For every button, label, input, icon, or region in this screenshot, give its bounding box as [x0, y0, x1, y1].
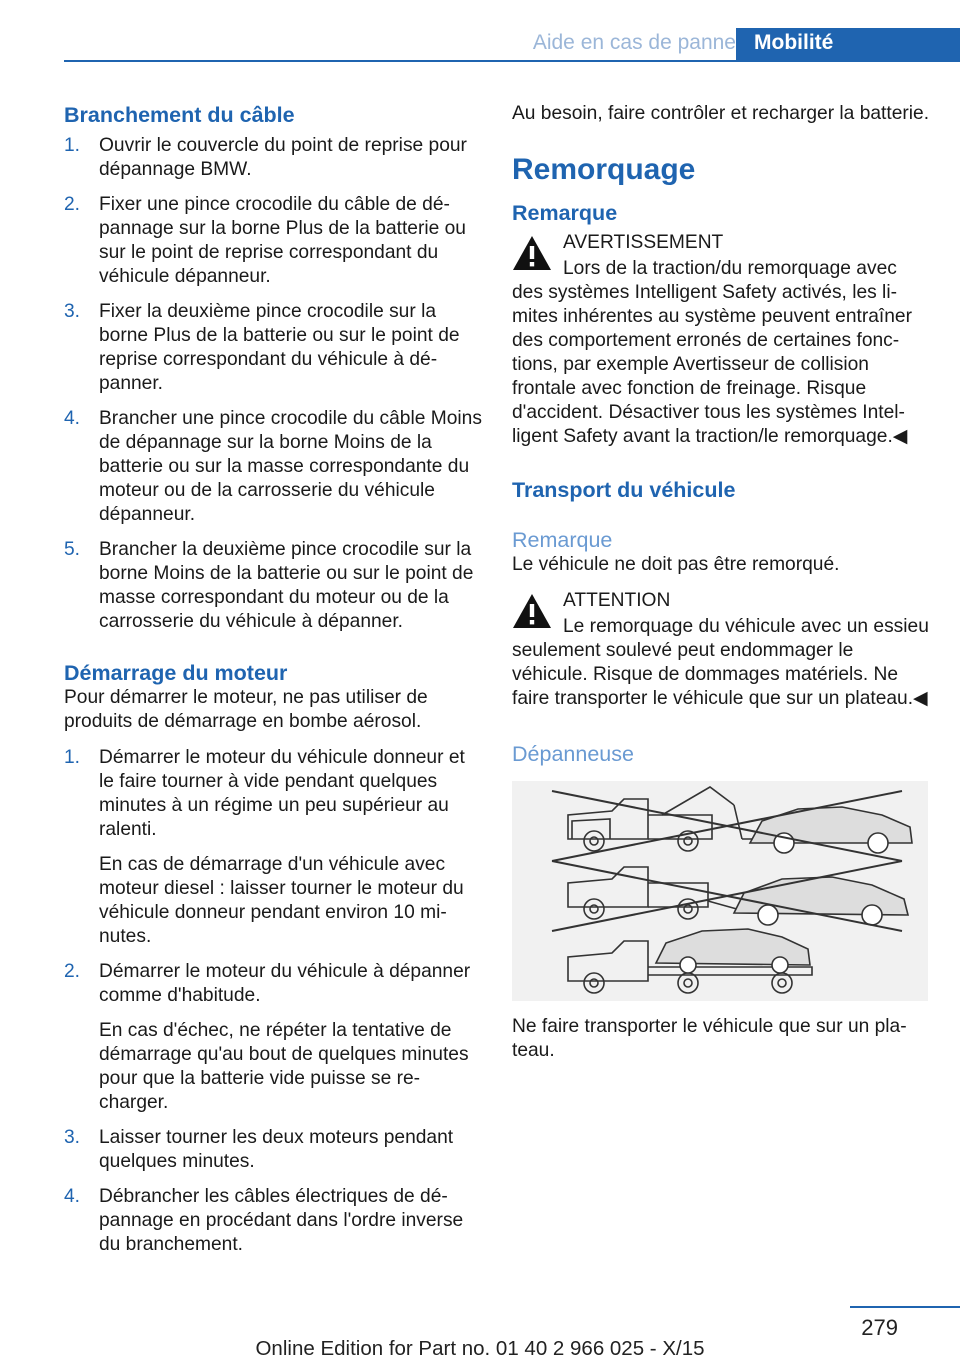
start-steps-list [64, 746, 482, 1257]
list-item: 5. Brancher la deuxième pince crocodile sur la borne Moins de la batterie ou sur le point de masse correspondant du moteur ou de la carrosserie du véhicule à dépanner. [64, 539, 474, 632]
right-column [512, 102, 932, 1063]
tow-truck-drawing [512, 781, 928, 1001]
transport-text: Le véhicule ne doit pas être remorqué. [512, 554, 840, 575]
edition-footer: Online Edition for Part no. 01 40 2 966 025 - X/15 [255, 1337, 705, 1360]
left-column [64, 102, 482, 1257]
attention-block [512, 589, 932, 711]
transport-heading: Transport du véhicule [512, 478, 736, 502]
warning-triangle-icon [512, 593, 552, 629]
list-item: 3. Fixer la deuxième pince crocodile sur la borne Plus de la batterie ou sur le point de reprise correspondant du véhicule à dépanner. [64, 301, 460, 394]
engine-start-intro: Pour démarrer le moteur, ne pas utiliser de produits de démarrage en bombe aérosol. [64, 687, 428, 732]
battery-intro: Au besoin, faire contrôler et recharger la batterie. [512, 103, 930, 124]
list-item: 3. Laisser tourner les deux moteurs pendant quelques minutes. [64, 1127, 454, 1172]
tow-hook-truck-row [552, 787, 912, 861]
header-tab: Mobilité [736, 28, 960, 62]
list-item: 4. Débrancher les câbles électriques de dépannage en procédant dans l'ordre inverse du branchement. [64, 1186, 464, 1255]
attention-text: Le remorquage du véhicule avec un essieu seulement soulevé peut endommager le véhicule. Risque de dommages matériels. Ne faire transporter le véhicule que sur un plateau.◀ [512, 616, 929, 709]
list-item: 4. Brancher une pince crocodile du câble Moins de dépannage sur la borne Moins de la batterie ou sur la masse correspondante du moteur ou de la carrosserie du véhicule dépanneur. [64, 408, 482, 525]
attention-label: ATTENTION [563, 590, 671, 611]
page-number: 279 [861, 1315, 898, 1340]
transport-remark-heading: Remarque [512, 528, 613, 552]
list-item: 2. Fixer une pince crocodile du câble de dépannage sur la borne Plus de la batterie ou sur le point de reprise correspondant du véhicule dépanneur. [64, 194, 466, 287]
flatbed-truck-row [568, 929, 812, 993]
warning-label: AVERTISSEMENT [563, 232, 724, 253]
warning-block [512, 231, 932, 449]
towing-heading: Remorquage [512, 153, 696, 186]
cable-steps-list [64, 134, 482, 634]
footer-rule [850, 1306, 960, 1308]
header-rule [64, 60, 960, 62]
remark-heading: Remarque [512, 201, 618, 225]
warning-triangle-icon [512, 235, 552, 271]
warning-text: Lors de la traction/du remorquage avec des systèmes Intelligent Safety activés, les limites inhérentes au système peuvent entraîner des comportement erronés de certaines fonctions, par exemple Avertisseur de collision frontale avec fonction de freinage. Risque d'accident. Désactiver tous les systèmes Intelligent Safety avant la traction/le remorquage.◀ [512, 258, 912, 447]
page-header [64, 28, 960, 62]
list-item: 1. Ouvrir le couvercle du point de reprise pour dépannage BMW. [64, 135, 467, 180]
wheel-lift-truck-row [552, 861, 908, 931]
list-item: 2. Démarrer le moteur du véhicule à dépanner comme d'habitude. En cas d'échec, ne répéter la tentative de démarrage qu'au bout de quelques minutes pour que la batterie vide puisse se recharger. [64, 961, 471, 1113]
engine-start-heading: Démarrage du moteur [64, 661, 288, 685]
tow-truck-caption: Ne faire transporter le véhicule que sur un plateau. [512, 1016, 907, 1061]
tow-truck-heading: Dépanneuse [512, 742, 634, 766]
list-item: 1. Démarrer le moteur du véhicule donneur et le faire tourner à vide pendant quelques minutes à un régime un peu supérieur au ralenti. En cas de démarrage d'un véhicule avec moteur diesel : laisser tourner le moteur du véhicule donneur pendant environ 10 minutes. [64, 747, 465, 947]
tow-truck-illustration [512, 781, 928, 1001]
header-section-title: Aide en cas de panne [532, 31, 736, 54]
cable-connection-heading: Branchement du câble [64, 103, 295, 127]
